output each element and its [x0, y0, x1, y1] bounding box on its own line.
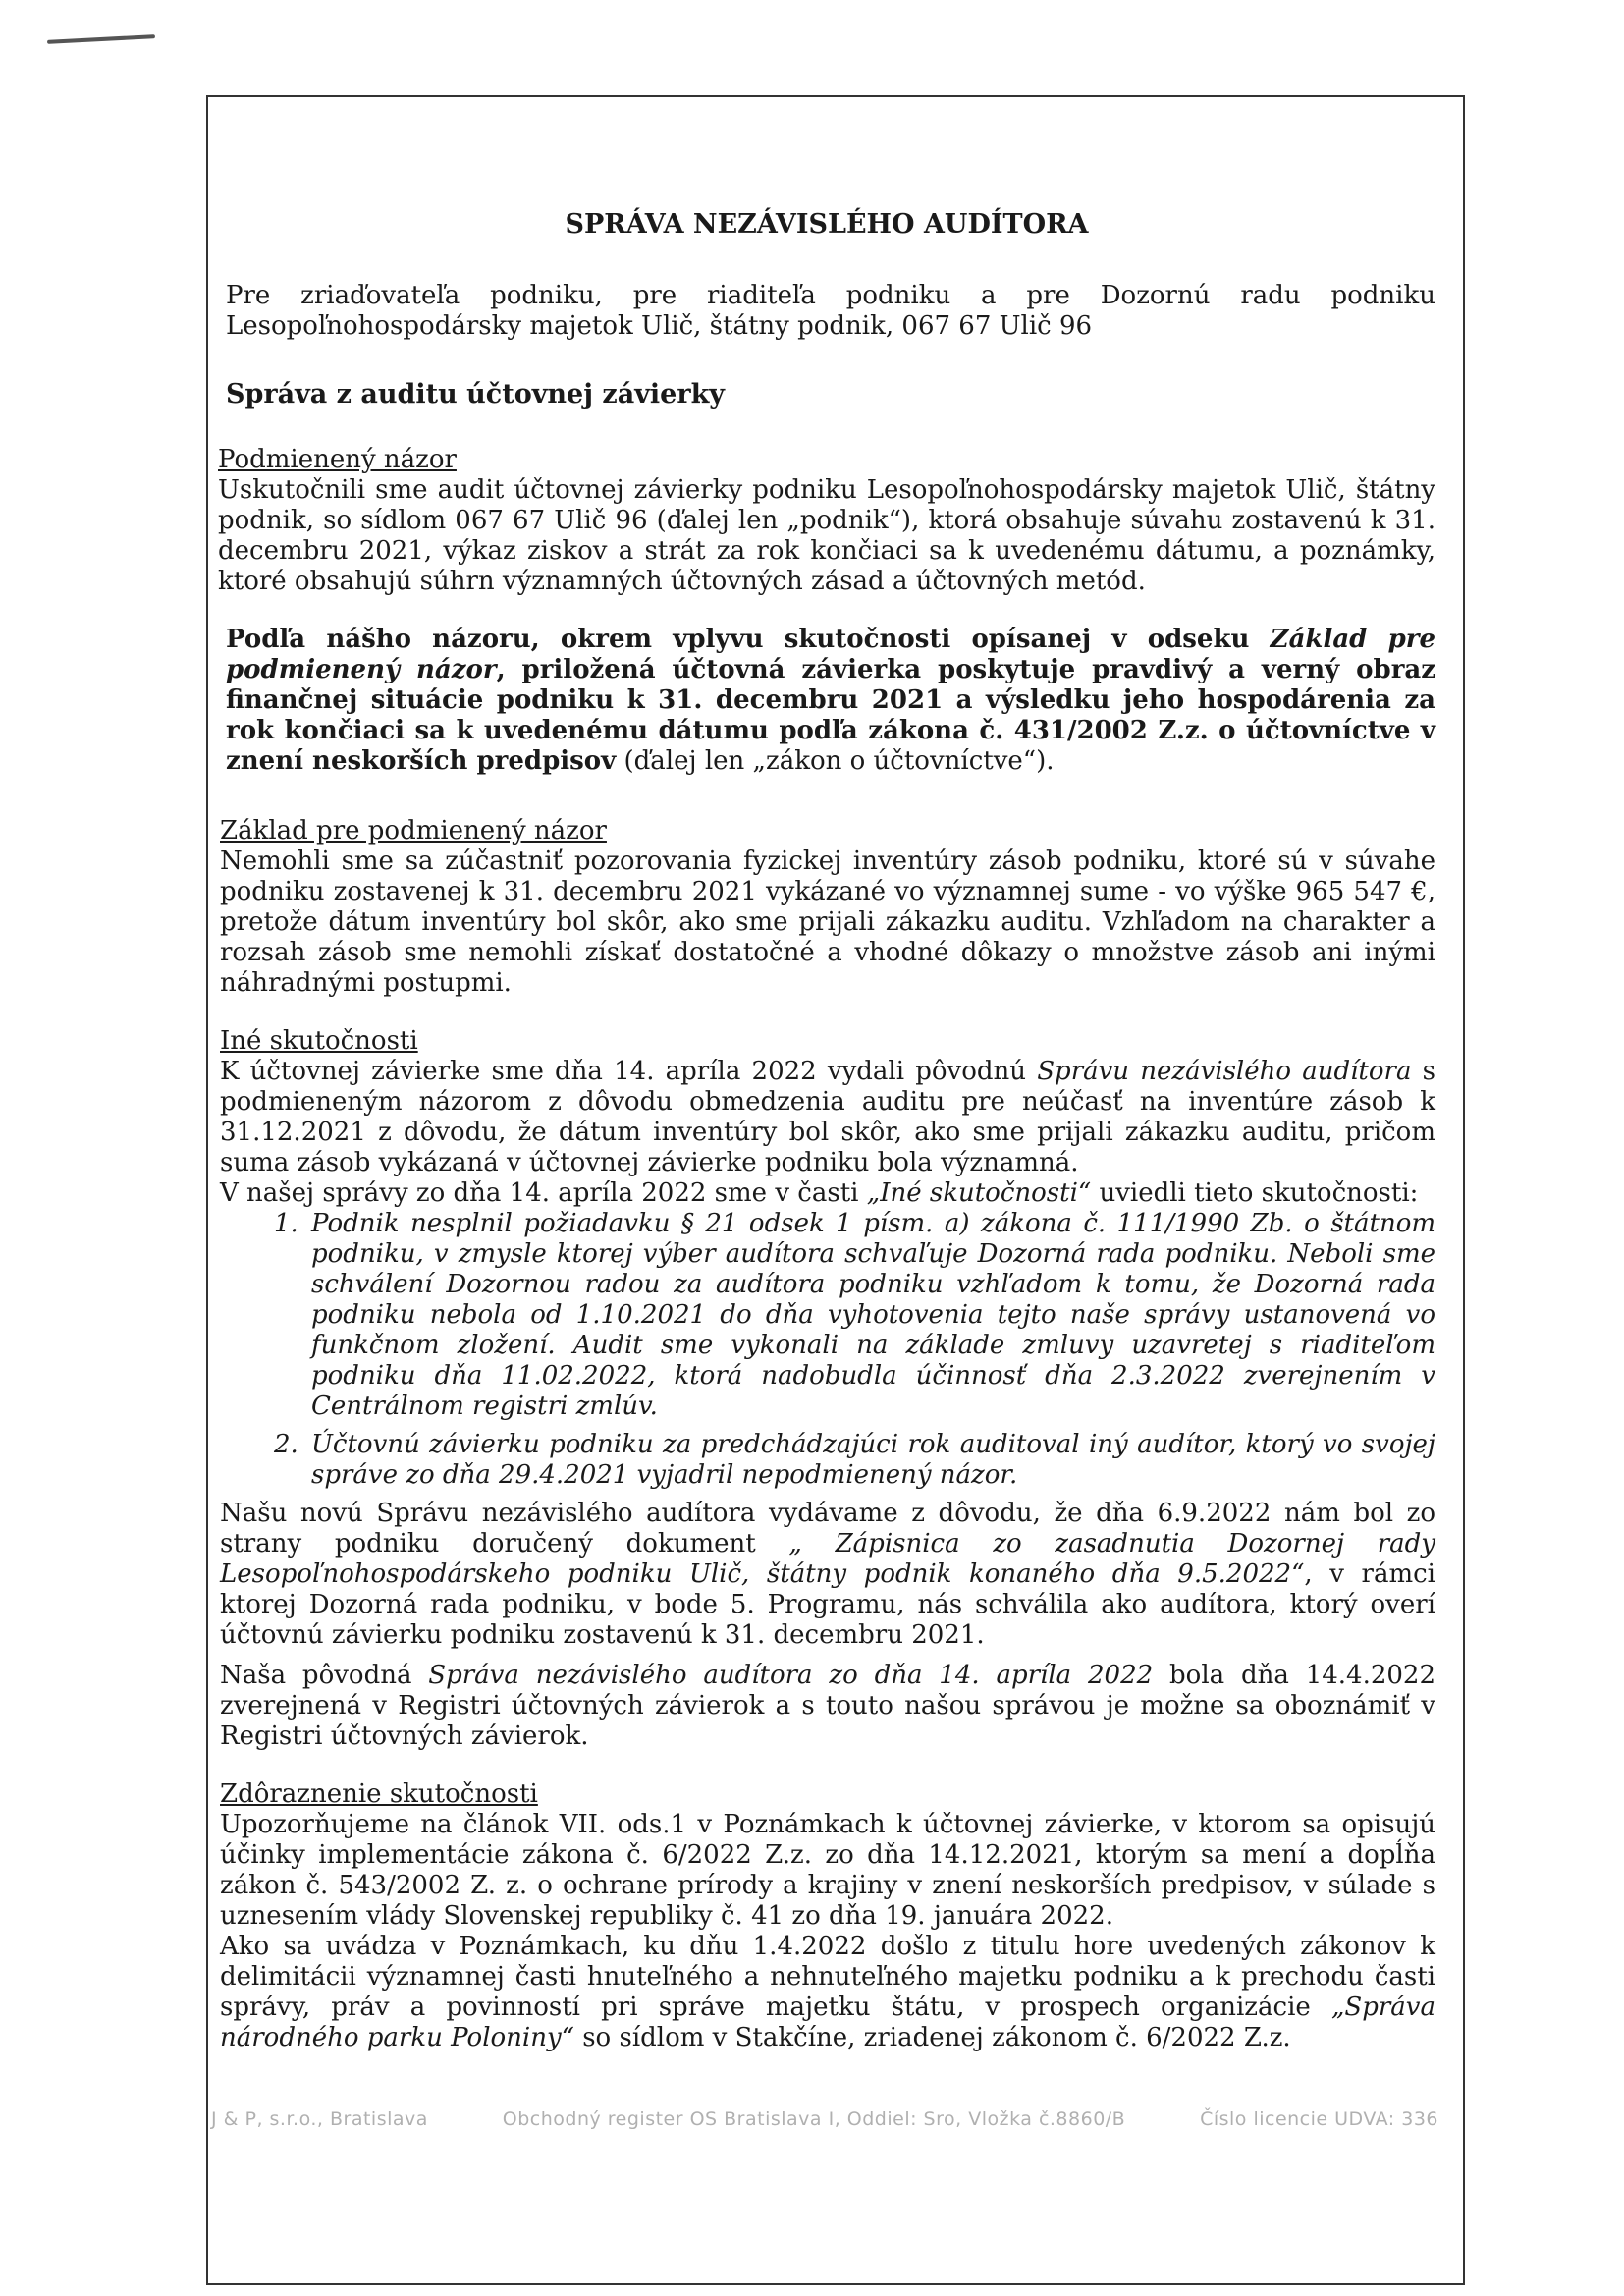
opinion-part2: , priložená účtovná závierka poskytuje pravdivý a verný obraz finančnej situácie podniku k 31. decembru 2021 a výsledku jeho hospodárenia za rok končiaci sa k uvedenému dátumu podľa zákona č. 431/2002 Z.z. o účtovníctve v znení neskorších predpisov	[226, 655, 1435, 776]
other-matters-p2-start: V našej správy zo dňa 14. apríla 2022 sme v časti	[220, 1178, 867, 1208]
emphasis-section	[220, 1779, 1435, 2053]
emphasis-paragraph-2	[220, 1932, 1435, 2053]
other-matters-p4-start: Naša pôvodná	[220, 1661, 429, 1690]
conditional-opinion-heading: Podmienený názor	[218, 445, 457, 474]
minutes-document-reference: „ Zápisnica zo zasadnutia Dozornej rady Lesopoľnohospodárskeho podniku Ulič, štátny podnik konaného dňa 9.5.2022“	[220, 1529, 1435, 1589]
basis-heading: Základ pre podmienený názor	[220, 816, 607, 846]
scan-mark	[47, 34, 155, 44]
original-report-reference: Správu nezávislého audítora	[1037, 1057, 1412, 1086]
list-item	[274, 1430, 1435, 1491]
basis-section	[220, 816, 1435, 999]
document-body	[218, 201, 1435, 2081]
opinion-tail: (ďalej len „zákon o účtovníctve“).	[616, 746, 1055, 776]
other-matters-p1-start: K účtovnej závierke sme dňa 14. apríla 2022 vydali pôvodnú	[220, 1057, 1038, 1086]
other-matters-p2-italic: „Iné skutočnosti“	[866, 1178, 1092, 1208]
other-matters-p3-start: Našu novú Správu nezávislého audítora vydávame z dôvodu, že dňa 6.9.2022 nám bol zo strany podniku doručený dokument	[220, 1499, 1435, 1558]
conditional-opinion-section	[218, 445, 1435, 597]
other-matters-paragraph-1	[220, 1057, 1435, 1178]
opinion-statement	[226, 625, 1435, 777]
section-title: Správa z auditu účtovnej závierky	[226, 379, 725, 410]
list-item-number: 2.	[274, 1430, 298, 1459]
other-matters-p3-end: , v rámci ktorej Dozorná rada podniku, v bode 5. Programu, nás schválila ako audítora, ktorý overí účtovnú závierku podniku zostavenú k 31. decembru 2021.	[220, 1559, 1435, 1650]
audit-scope-paragraph: Uskutočnili sme audit účtovnej závierky podniku Lesopoľnohospodársky majetok Ulič, štátny podnik, so sídlom 067 67 Ulič 96 (ďalej len „podnik“), ktorá obsahuje súvahu zostavenú k 31. decembru 2021, výkaz ziskov a strát za rok končiaci sa k uvedenému dátumu, a poznámky, ktoré obsahujú súhrn významných účtovných zásad a účtovných metód.	[218, 475, 1435, 596]
national-park-organization: „Správa národného parku Poloniny“	[220, 1993, 1435, 2052]
list-item-number: 1.	[274, 1209, 298, 1238]
matters-list	[220, 1209, 1435, 1491]
list-item-text: Podnik nesplnil požiadavku § 21 odsek 1 písm. a) zákona č. 111/1990 Zb. o štátnom podniku, v zmysle ktorej výber audítora schvaľuje Dozorná rada podniku. Neboli sme schválení Dozornou radou za audítora podniku vzhľadom k tomu, že Dozorná rada podniku nebola od 1.10.2021 do dňa vyhotovenia tejto naše správy ustanovená vo funkčnom zložení. Audit sme vykonali na základe zmluvy uzavretej s riaditeľom podniku dňa 11.02.2022, ktorá nadobudla účinnosť dňa 2.3.2022 zverejnením v Centrálnom registri zmlúv.	[311, 1209, 1435, 1421]
footer-firm: J & P, s.r.o., Bratislava	[211, 2108, 428, 2130]
basis-paragraph: Nemohli sme sa zúčastniť pozorovania fyzickej inventúry zásob podniku, ktoré sú v súvahe podniku zostavenej k 31. decembru 2021 vykázané vo významnej sume - vo výške 965 547 €, pretože dátum inventúry bol skôr, ako sme prijali zákazku auditu. Vzhľadom na charakter a rozsah zásob sme nemohli získať dostatočné a vhodné dôkazy o množstve zásob ani inými náhradnými postupmi.	[220, 847, 1435, 998]
emphasis-p2-end: so sídlom v Stakčíne, zriadenej zákonom č. 6/2022 Z.z.	[573, 2023, 1291, 2052]
report-title: SPRÁVA NEZÁVISLÉHO AUDÍTORA	[565, 209, 1089, 240]
other-matters-p4-end: bola dňa 14.4.2022 zverejnená v Registri účtovných závierok a s touto našou správou je možne sa oboznámiť v Registri účtovných závierok.	[220, 1661, 1436, 1751]
other-matters-p2-end: uviedli tieto skutočnosti:	[1091, 1178, 1419, 1208]
other-matters-paragraph-3	[220, 1499, 1435, 1651]
emphasis-heading: Zdôraznenie skutočnosti	[220, 1779, 538, 1809]
list-item-text: Účtovnú závierku podniku za predchádzajúci rok auditoval iný audítor, ktorý vo svojej správe zo dňa 29.4.2021 vyjadril nepodmienený názor.	[311, 1430, 1435, 1490]
addressee: Pre zriaďovateľa podniku, pre riaditeľa podniku a pre Dozornú radu podniku Lesopoľnohospodársky majetok Ulič, štátny podnik, 067 67 Ulič 96	[226, 281, 1435, 341]
emphasis-p2-start: Ako sa uvádza v Poznámkach, ku dňu 1.4.2022 došlo z titulu hore uvedených zákonov k delimitácii významnej časti hnuteľného a nehnuteľného majetku podniku a k prechodu časti správy, práv a povinností pri správe majetku štátu, v prospech organizácie	[220, 1932, 1435, 2022]
list-item	[274, 1209, 1435, 1422]
other-matters-p1-end: s podmieneným názorom z dôvodu obmedzenia auditu pre neúčasť na inventúre zásob k 31.12.2021 z dôvodu, že dátum inventúry bol skôr, ako sme prijali zákazku auditu, pričom suma zásob vykázaná v účtovnej závierke podniku bola významná.	[220, 1057, 1435, 1177]
other-matters-p4-italic: Správa nezávislého audítora zo dňa 14. apríla 2022	[428, 1661, 1154, 1690]
other-matters-paragraph-2	[220, 1178, 1435, 1209]
footer-register: Obchodný register OS Bratislava I, Oddiel: Sro, Vložka č.8860/B	[502, 2108, 1126, 2130]
page-footer	[211, 2108, 1438, 2130]
emphasis-paragraph-1: Upozorňujeme na článok VII. ods.1 v Poznámkach k účtovnej závierke, v ktorom sa opisujú účinky implementácie zákona č. 6/2022 Z.z. zo dňa 14.12.2021, ktorým sa mení a dopĺňa zákon č. 543/2002 Z. z. o ochrane prírody a krajiny v znení neskorších predpisov, v súlade s uznesením vlády Slovenskej republiky č. 41 zo dňa 19. januára 2022.	[220, 1810, 1435, 1931]
other-matters-paragraph-4	[220, 1661, 1435, 1752]
opinion-basis-reference: Základ pre podmienený názor	[226, 625, 1435, 684]
footer-license: Číslo licencie UDVA: 336	[1200, 2108, 1438, 2130]
other-matters-section	[220, 1026, 1435, 1752]
opinion-part1: Podľa nášho názoru, okrem vplyvu skutočnosti opísanej v odseku	[226, 625, 1271, 654]
other-matters-heading: Iné skutočnosti	[220, 1026, 418, 1056]
